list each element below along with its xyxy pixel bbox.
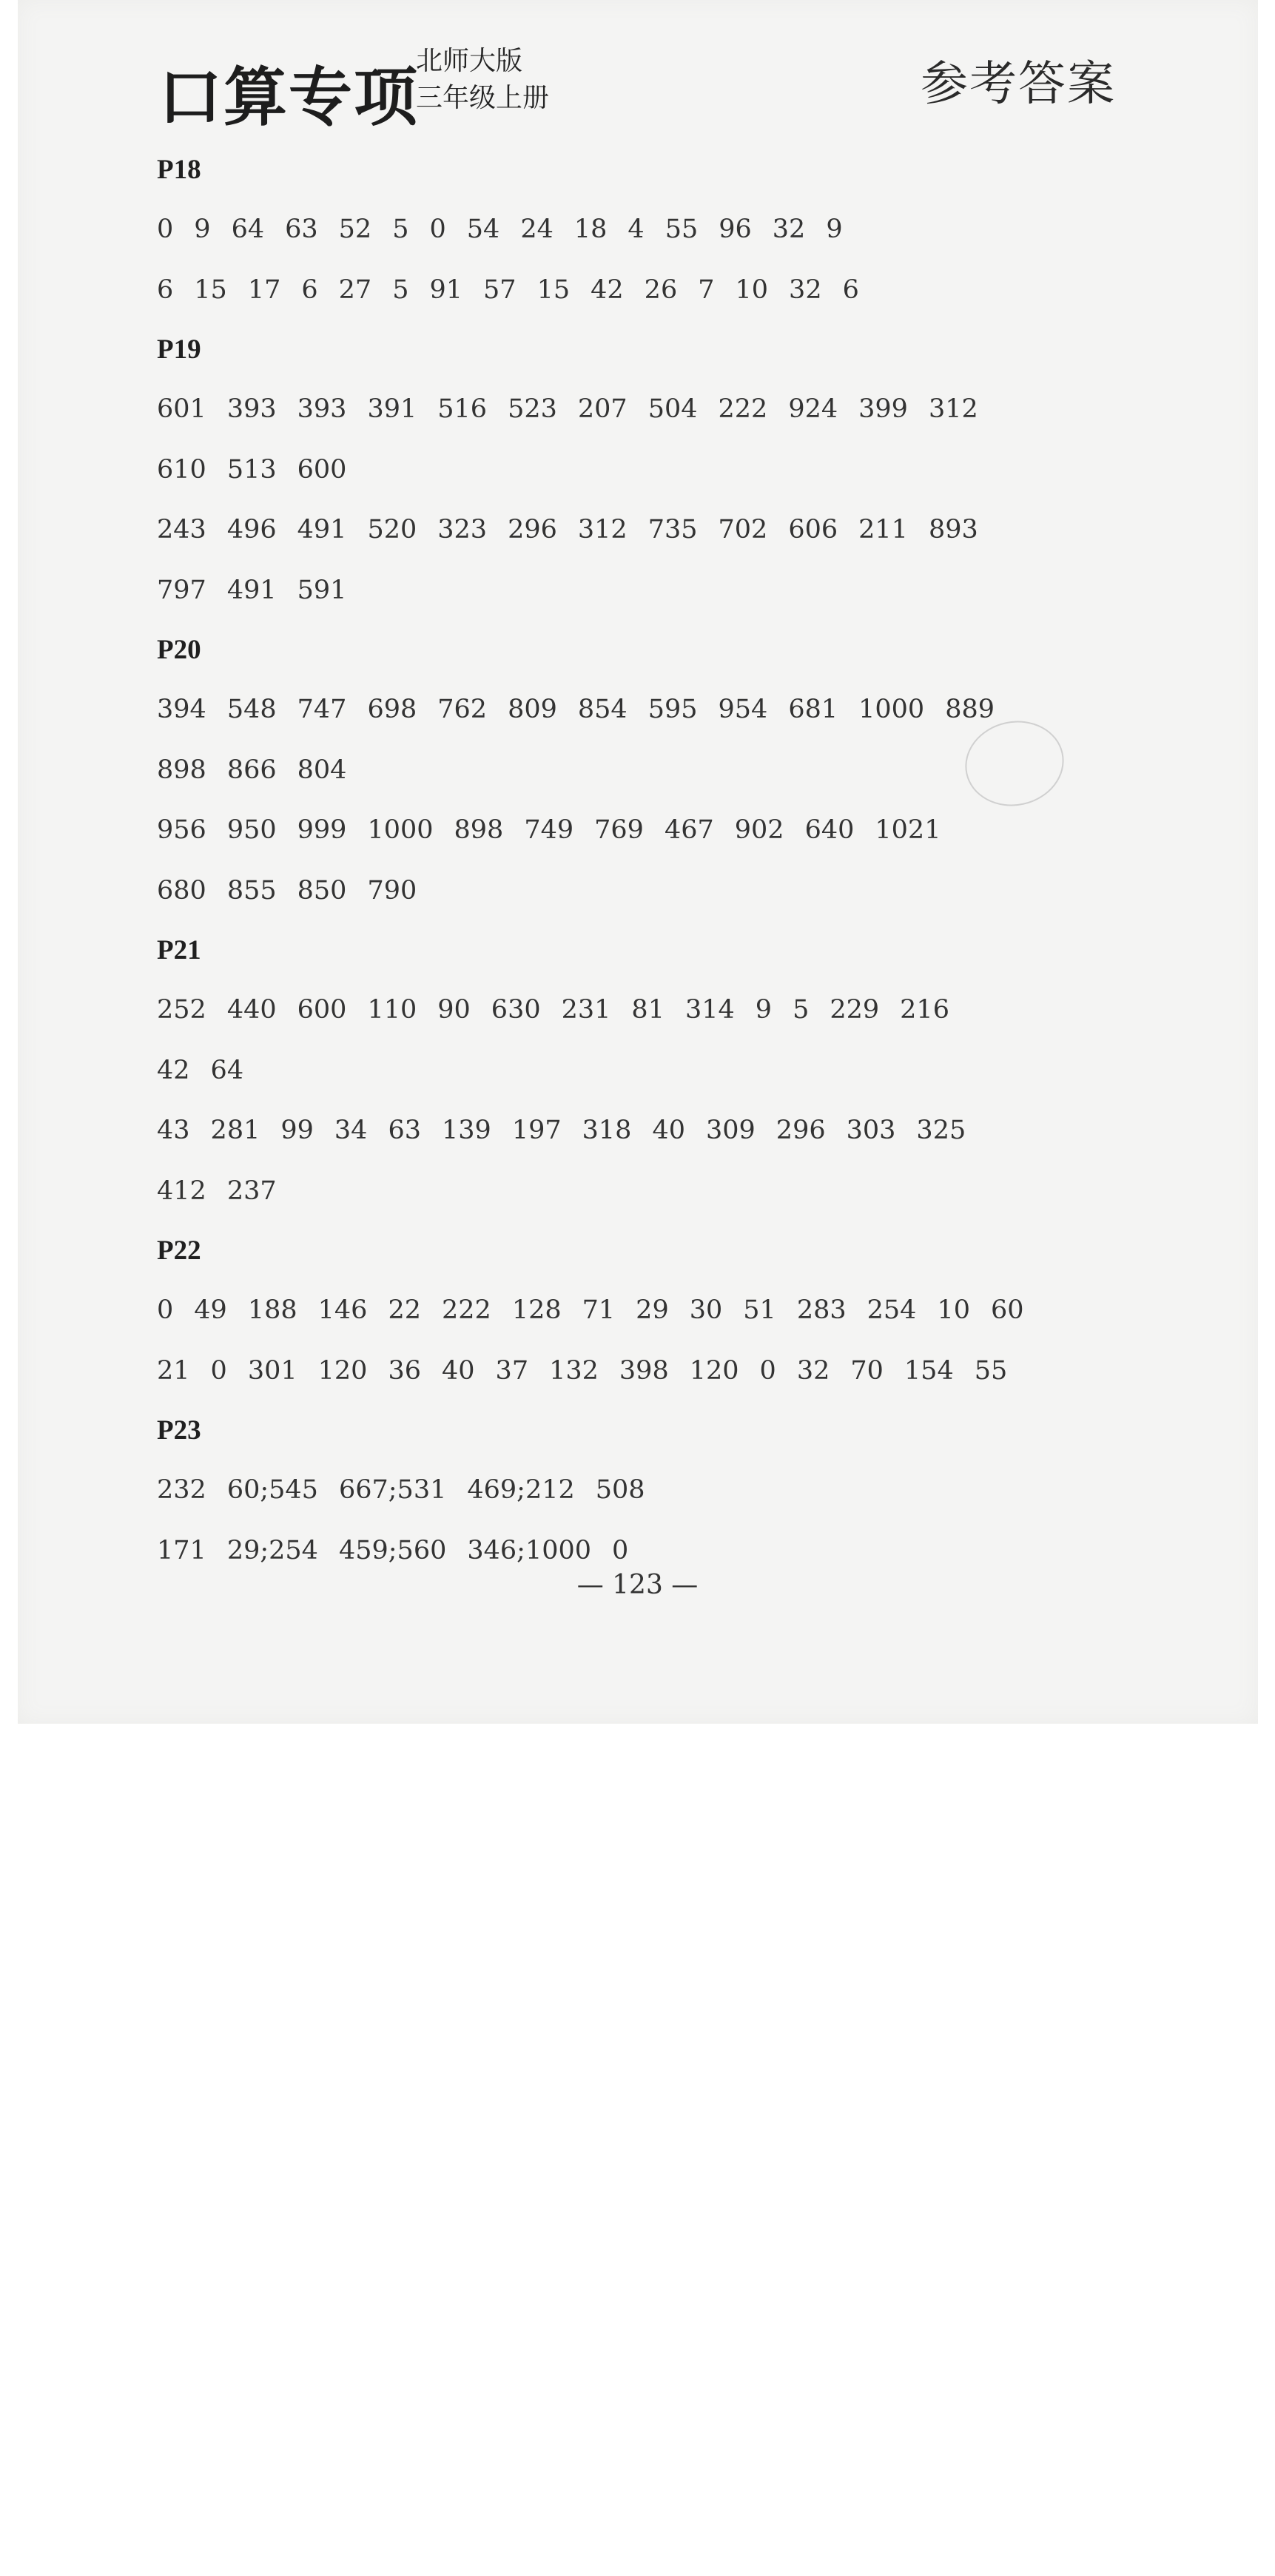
answer-value: 32: [789, 274, 822, 305]
answer-value: 42: [591, 274, 624, 305]
answer-value: 99: [280, 1116, 314, 1145]
book-title: 口算专项: [158, 61, 419, 135]
answer-value: 520: [367, 515, 417, 544]
answer-value: 63: [285, 215, 318, 244]
answer-value: 207: [577, 394, 628, 424]
answer-value: 34: [334, 1116, 368, 1145]
answer-row: [157, 980, 1148, 1041]
answer-value: 999: [297, 815, 347, 845]
answer-value: 15: [194, 274, 227, 305]
answer-value: 60: [990, 1295, 1024, 1325]
answer-value: 120: [317, 1355, 368, 1386]
answer-row: [157, 1341, 1148, 1402]
answer-value: 459;560: [338, 1535, 447, 1565]
answer-value: 40: [652, 1116, 685, 1145]
answer-value: 229: [830, 995, 880, 1025]
section-title: P22: [157, 1235, 201, 1266]
answer-value: 81: [631, 995, 665, 1025]
answer-value: 516: [437, 394, 488, 424]
answer-value: 27: [338, 274, 372, 305]
answer-value: 5: [392, 274, 409, 305]
answer-value: 954: [718, 695, 768, 724]
answers-heading: 参考答案: [921, 57, 1116, 112]
answer-value: 398: [619, 1355, 669, 1386]
answer-value: 303: [846, 1116, 896, 1145]
answer-value: 296: [776, 1116, 826, 1145]
answer-value: 9: [755, 995, 773, 1025]
answer-value: 32: [772, 215, 806, 244]
answer-value: 747: [297, 695, 347, 724]
answer-row: [157, 1041, 1148, 1102]
answer-value: 854: [577, 695, 628, 724]
page-header: [18, 0, 1258, 133]
answer-value: 667;531: [338, 1475, 447, 1505]
answer-value: 139: [442, 1116, 491, 1145]
answer-value: 440: [226, 995, 277, 1025]
answer-value: 680: [157, 875, 206, 906]
answer-value: 325: [916, 1116, 966, 1145]
answer-value: 866: [226, 755, 277, 785]
answer-value: 90: [437, 995, 471, 1025]
answer-value: 393: [226, 394, 277, 424]
answer-value: 9: [826, 215, 843, 244]
answer-value: 64: [210, 1055, 244, 1085]
answer-row: [157, 1161, 1148, 1222]
answer-value: 29: [636, 1295, 669, 1325]
answer-value: 312: [577, 515, 628, 544]
answer-value: 254: [867, 1295, 917, 1325]
answer-row: [157, 500, 1148, 561]
answer-value: 49: [194, 1295, 227, 1325]
answer-value: 809: [508, 695, 557, 724]
answer-value: 54: [466, 215, 500, 244]
answer-value: 51: [743, 1295, 776, 1325]
answer-value: 21: [157, 1355, 190, 1386]
answer-value: 1000: [367, 815, 434, 845]
answer-value: 898: [157, 755, 206, 785]
edition-label: [416, 43, 549, 117]
answer-value: 0: [157, 215, 174, 244]
answer-row: [157, 680, 1148, 741]
answer-value: 393: [297, 394, 347, 424]
answer-value: 610: [157, 454, 206, 485]
answer-value: 17: [247, 274, 281, 305]
answer-row: [157, 1281, 1148, 1341]
answer-value: 0: [759, 1355, 776, 1386]
answer-value: 5: [392, 215, 409, 244]
answer-value: 762: [437, 695, 488, 724]
answer-row: [157, 1101, 1148, 1161]
answer-value: 640: [804, 815, 855, 845]
answer-value: 950: [226, 815, 277, 845]
section-title: P18: [157, 155, 201, 185]
answer-value: 4: [628, 215, 645, 244]
answer-value: 55: [974, 1355, 1008, 1386]
answer-value: 15: [536, 274, 571, 305]
answer-value: 154: [904, 1355, 954, 1386]
answer-value: 110: [367, 995, 417, 1025]
scanned-page: [18, 0, 1258, 1724]
answer-value: 0: [210, 1355, 227, 1386]
answer-value: 749: [524, 815, 574, 845]
answer-row: [157, 440, 1148, 501]
answer-value: 63: [388, 1116, 421, 1145]
answer-value: 60;545: [226, 1475, 318, 1505]
answer-value: 956: [157, 815, 206, 845]
answer-value: 591: [297, 575, 347, 605]
answer-value: 893: [928, 515, 978, 544]
answer-value: 22: [388, 1295, 421, 1325]
answer-value: 681: [788, 695, 838, 724]
answer-value: 222: [442, 1295, 491, 1325]
answer-value: 6: [157, 274, 174, 305]
answer-value: 96: [719, 215, 752, 244]
answer-value: 128: [511, 1295, 562, 1325]
answer-value: 318: [582, 1116, 632, 1145]
answer-value: 37: [495, 1355, 529, 1386]
answer-row: [157, 1460, 1148, 1521]
answer-value: 504: [647, 394, 698, 424]
answer-value: 346;1000: [467, 1535, 592, 1565]
answer-value: 243: [157, 515, 206, 544]
answer-value: 0: [429, 215, 446, 244]
answer-value: 55: [665, 215, 699, 244]
answer-value: 513: [226, 454, 277, 485]
answer-value: 804: [297, 755, 347, 785]
answer-value: 467: [664, 815, 714, 845]
answer-value: 52: [338, 215, 372, 244]
answer-row: [157, 260, 1148, 321]
answer-value: 146: [317, 1295, 368, 1325]
answer-row: [157, 200, 1148, 260]
answer-value: 600: [297, 454, 347, 485]
answer-value: 7: [698, 274, 715, 305]
answer-value: 296: [508, 515, 557, 544]
answer-value: 314: [684, 995, 735, 1025]
answer-value: 24: [520, 215, 554, 244]
answer-row: [157, 380, 1148, 440]
answer-value: 412: [157, 1176, 206, 1206]
answer-value: 898: [454, 815, 504, 845]
answer-value: 889: [945, 695, 995, 724]
answer-value: 70: [850, 1355, 884, 1386]
answer-value: 64: [231, 215, 265, 244]
section-title: P23: [157, 1415, 201, 1446]
answer-value: 132: [549, 1355, 599, 1386]
answer-value: 26: [644, 274, 678, 305]
answer-value: 5: [793, 995, 810, 1025]
answer-row: [157, 741, 1148, 801]
answer-value: 120: [689, 1355, 739, 1386]
answer-value: 902: [734, 815, 784, 845]
answer-value: 309: [705, 1116, 756, 1145]
answer-value: 399: [858, 394, 908, 424]
answer-value: 42: [157, 1055, 190, 1085]
answer-value: 222: [718, 394, 768, 424]
answer-value: 0: [612, 1535, 629, 1565]
answer-value: 924: [788, 394, 838, 424]
answer-value: 197: [511, 1116, 562, 1145]
answer-value: 702: [718, 515, 768, 544]
section-title: P19: [157, 334, 201, 365]
answer-value: 281: [210, 1116, 260, 1145]
answer-row: [157, 861, 1148, 922]
answer-value: 40: [442, 1355, 475, 1386]
answer-value: 91: [429, 274, 463, 305]
answer-value: 283: [796, 1295, 847, 1325]
answer-value: 9: [194, 215, 211, 244]
answer-value: 469;212: [467, 1475, 575, 1505]
answer-value: 595: [647, 695, 698, 724]
answer-value: 394: [157, 695, 206, 724]
section-title: P21: [157, 935, 201, 965]
answer-value: 171: [157, 1535, 206, 1565]
answer-value: 508: [595, 1475, 645, 1505]
answer-value: 0: [157, 1295, 174, 1325]
answer-value: 855: [226, 875, 277, 906]
answer-value: 548: [226, 695, 277, 724]
answer-value: 850: [297, 875, 347, 906]
answer-value: 6: [301, 274, 318, 305]
answer-value: 6: [842, 274, 859, 305]
answer-value: 491: [226, 575, 277, 605]
answer-row: [157, 800, 1148, 861]
page-number: — 123 —: [576, 1570, 699, 1600]
answer-value: 391: [367, 394, 417, 424]
answer-value: 630: [491, 995, 541, 1025]
answer-value: 601: [157, 394, 206, 424]
answer-value: 1000: [858, 695, 925, 724]
edition-grade: 三年级上册: [416, 83, 550, 113]
answer-value: 232: [157, 1475, 206, 1505]
answer-value: 29;254: [226, 1535, 318, 1565]
edition-publisher: 北师大版: [416, 46, 523, 76]
answer-value: 491: [297, 515, 347, 544]
answer-value: 312: [928, 394, 978, 424]
answer-value: 43: [157, 1116, 190, 1145]
answer-value: 36: [388, 1355, 421, 1386]
answer-value: 797: [157, 575, 206, 605]
answer-value: 10: [937, 1295, 970, 1325]
answer-value: 30: [689, 1295, 723, 1325]
answer-value: 323: [437, 515, 488, 544]
answer-value: 10: [735, 274, 769, 305]
answer-value: 496: [226, 515, 277, 544]
answer-value: 523: [508, 394, 557, 424]
answer-value: 301: [247, 1355, 297, 1386]
answer-value: 57: [483, 274, 517, 305]
answer-list: [157, 141, 1148, 1581]
answer-value: 216: [900, 995, 949, 1025]
answer-value: 237: [226, 1176, 277, 1206]
answer-value: 211: [858, 515, 908, 544]
answer-value: 188: [247, 1295, 297, 1325]
answer-value: 735: [647, 515, 698, 544]
section-title: P20: [157, 635, 201, 665]
answer-value: 252: [157, 995, 206, 1025]
answer-value: 231: [561, 995, 611, 1025]
answer-value: 698: [367, 695, 417, 724]
answer-value: 71: [582, 1295, 616, 1325]
answer-row: [157, 561, 1148, 621]
answer-value: 606: [788, 515, 838, 544]
answer-value: 769: [594, 815, 644, 845]
answer-value: 18: [573, 215, 608, 244]
answer-value: 790: [367, 875, 417, 906]
answer-value: 32: [796, 1355, 830, 1386]
answer-value: 600: [297, 995, 347, 1025]
answer-value: 1021: [875, 815, 941, 845]
